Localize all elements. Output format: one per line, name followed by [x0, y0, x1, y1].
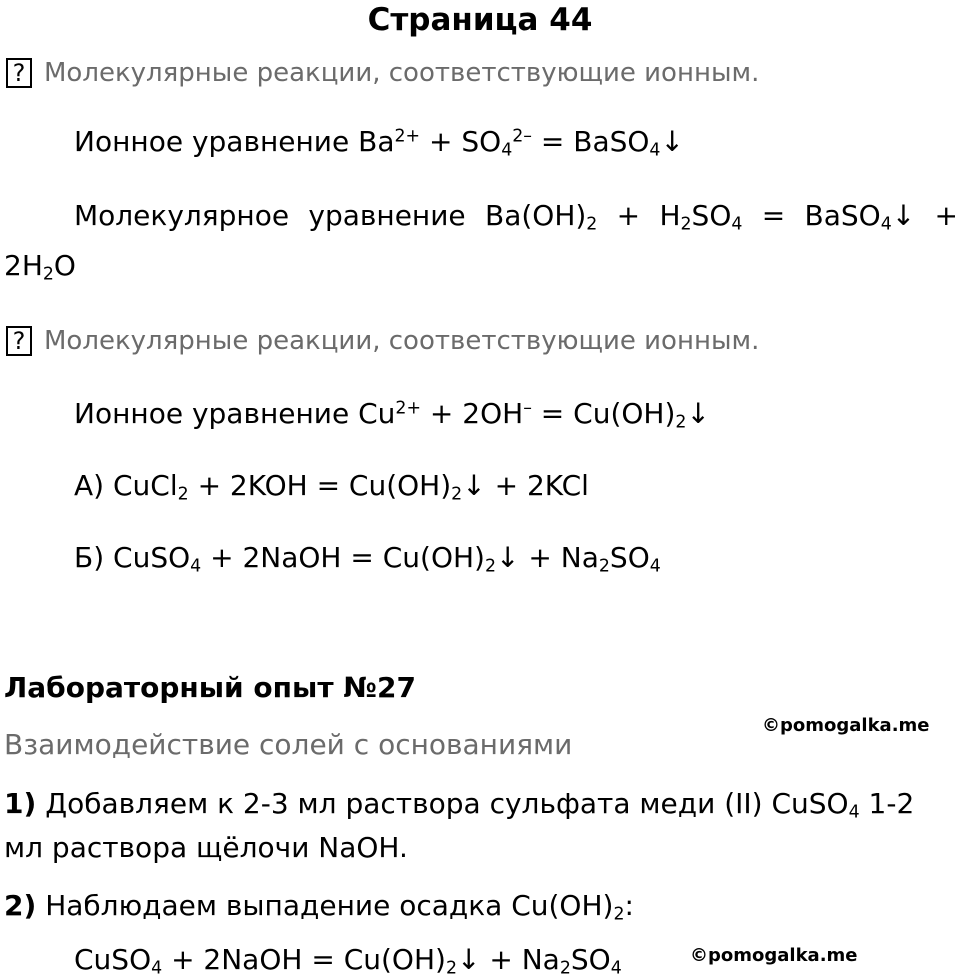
q2-ionic-equation: Ионное уравнение $Cu^{2+} + 2OH^-$ = $Cu(OH)_2↓$ — [74, 397, 710, 433]
q1-prompt: Молекулярные реакции, соответствующие ионным. — [44, 58, 760, 88]
lab-step-1: 1) Добавляем к 2-3 мл раствора сульфата меди (II) CuSO$_4$ 1-2 — [4, 787, 915, 823]
down-arrow-icon: ↓ — [660, 125, 684, 158]
q2-prompt: Молекулярные реакции, соответствующие ионным. — [44, 326, 760, 356]
question-icon: ? — [6, 58, 32, 88]
watermark: ©pomogalka.me — [690, 945, 858, 966]
lab-step-1-line-2: мл раствора щёлочи NaOH. — [4, 831, 408, 864]
q2-reaction-b: Б) CuSO$_4$ + 2NaOH = $Cu(OH)_2↓ + Na_2SO_4$ — [74, 541, 661, 577]
down-arrow-icon: ↓ — [891, 199, 916, 232]
lab-equation: CuSO$_4$ + 2NaOH = $Cu(OH)_2↓ + Na_2SO_4$ — [74, 943, 622, 979]
q2-reaction-a: А) CuCl$_2$ + $2KOH = Cu(OH)_2↓ + 2KCl$ — [74, 469, 589, 505]
question-icon: ? — [6, 326, 32, 356]
down-arrow-icon: ↓ — [496, 541, 520, 574]
q1-molecular-equation: Молекулярное уравнение $Ba(OH)_2$ + $H_2SO_4$ = BaSO$_4$↓ + — [74, 199, 958, 235]
watermark: ©pomogalka.me — [762, 715, 930, 736]
lab-subtitle: Взаимодействие солей с основаниями — [4, 728, 573, 761]
page-title: Страница 44 — [367, 2, 593, 38]
down-arrow-icon: ↓ — [456, 943, 481, 976]
q1-molecular-water: $2H_2O$ — [4, 249, 76, 285]
down-arrow-icon: ↓ — [462, 469, 486, 502]
q1-ionic-equation: Ионное уравнение $Ba^{2+} + SO_4^{2-}$ = BaSO$_4$↓ — [74, 125, 684, 161]
lab-heading: Лабораторный опыт №27 — [4, 671, 416, 704]
lab-step-2: 2) Наблюдаем выпадение осадка $Cu(OH)_2$: — [4, 889, 634, 925]
down-arrow-icon: ↓ — [686, 397, 710, 430]
